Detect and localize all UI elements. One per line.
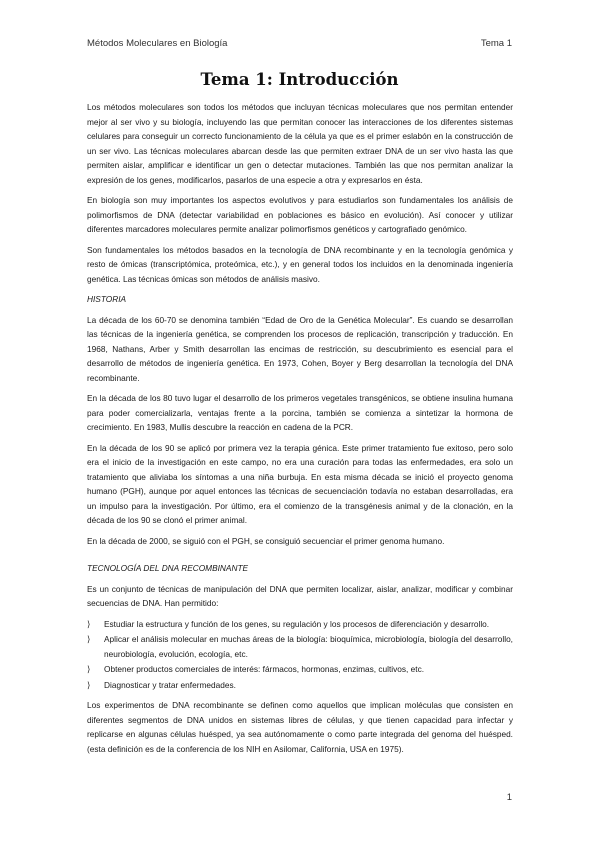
bullet-marker-icon: ⟩	[87, 664, 91, 674]
bullet-text: Diagnosticar y tratar enfermedades.	[104, 679, 236, 690]
section-heading-historia: HISTORIA	[87, 294, 127, 304]
bullet-text: Aplicar el análisis molecular en muchas áreas de la biología: bioquímica, microbiología, biología del desarrollo, neurobiología, evolución, ecología, etc.	[104, 634, 513, 659]
historia-paragraph: La década de los 60-70 se denomina también “Edad de Oro de la Genética Molecular”. Es cuando se desarrollan las técnicas de la ingeniería genética, se comprenden los procesos de replicación, transcripción y traducción. En 1968, Nathans, Arber y Smith desarrollan las encimas de restricción, su descubrimiento es esencial para el desarrollo de métodos de ingeniería genética. En 1973, Cohen, Boyer y Berg desarrollan la tecnología del DNA recombinante.	[87, 314, 513, 383]
running-header-chapter: Tema 1	[480, 38, 512, 49]
running-header-course: Métodos Moleculares en Biología	[87, 38, 228, 49]
section-heading-tecnologia: TECNOLOGÍA DEL DNA RECOMBINANTE	[87, 563, 249, 573]
historia-paragraph: En la década de los 80 tuvo lugar el desarrollo de los primeros vegetales transgénicos, se obtiene insulina humana para poder comercializarla, ventajas frente a la porcina, también se comienza a sintetizar la hormona de crecimiento. En 1983, Mullis descubre la reacción en cadena de la PCR.	[87, 393, 513, 432]
page-title: Tema 1: Introducción	[200, 70, 399, 89]
historia-paragraph: En la década de 2000, se siguió con el PGH, se consiguió secuenciar el primer genoma humano.	[87, 535, 445, 546]
bullet-text: Estudiar la estructura y función de los genes, su regulación y los procesos de diferenciación y desarrollo.	[104, 618, 490, 629]
bullet-marker-icon: ⟩	[87, 618, 91, 629]
bullet-item	[87, 678, 513, 693]
bullet-item	[87, 617, 513, 632]
page-number: 1	[506, 792, 512, 803]
tecnologia-intro: Es un conjunto de técnicas de manipulación del DNA que permiten localizar, aislar, analizar, modificar y combinar secuencias de DNA. Han permitido:	[87, 583, 513, 608]
document-body	[87, 100, 513, 762]
tecnologia-bullet-list	[87, 617, 513, 693]
intro-paragraph: En biología son muy importantes los aspectos evolutivos y para estudiarlos son fundamentales los análisis de polimorfismos de DNA (detectar variabilidad en poblaciones es básico en evolución). Así conocer y utilizar diferentes marcadores moleculares permite analizar polimorfismos genéticos y cartografiado genómico.	[87, 195, 513, 234]
bullet-item	[87, 632, 513, 661]
intro-paragraph: Son fundamentales los métodos basados en la tecnología de DNA recombinante y en la tecnología genómica y resto de ómicas (transcriptómica, proteómica, etc.), y en general todos los incluidos en la denominada ingeniería genética. Las técnicas ómicas son métodos de análisis masivo.	[87, 244, 513, 284]
bullet-marker-icon: ⟩	[87, 634, 91, 644]
bullet-marker-icon: ⟩	[87, 679, 91, 690]
tecnologia-closing-paragraph: Los experimentos de DNA recombinante se definen como aquellos que implican moléculas que consisten en diferentes segmentos de DNA unidos en sistemas libres de células, y que tienen capacidad para infectar y replicarse en algunas células huésped, ya sea autónomamente o como parte integrada del genoma del huésped. (esta definición es de la conferencia de los NIH en Asilomar, California, USA en 1975).	[87, 700, 513, 754]
bullet-item	[87, 662, 513, 677]
bullet-text: Obtener productos comerciales de interés: fármacos, hormonas, enzimas, cultivos, etc.	[104, 664, 425, 674]
historia-paragraph: En la década de los 90 se aplicó por primera vez la terapia génica. Este primer tratamiento fue exitoso, pero solo era el inicio de la investigación en este campo, no era una curación para todas las enfermedades, era solo un tratamiento que aliviaba los síntomas a una niña burbuja. En esta misma década se inició el proyecto genoma humano (PGH), aunque por aquel entonces las técnicas de secuenciación todavía no estaban desarrolladas, era un impulso para la investigación. Por último, era el comienzo de la transgénesis animal y de la clonación, en la década de los 90 se clonó el primer animal.	[87, 442, 513, 525]
intro-paragraph: Los métodos moleculares son todos los métodos que incluyan técnicas moleculares que nos permitan entender mejor al ser vivo y su biología, incluyendo las que permitan conocer las interacciones de los diferentes sistemas celulares para conseguir un correcto funcionamiento de la célula ya que es el primer eslabón en la construcción de un ser vivo. Las técnicas moleculares abarcan desde las que permiten extraer DNA de un ser vivo hasta las que permiten aislar, amplificar e identificar un gen o detectar mutaciones. También las que nos permitan analizar la expresión de los genes, modificarlos, pasarlos de una especie a otra y expresarlos en ésta.	[87, 102, 513, 185]
